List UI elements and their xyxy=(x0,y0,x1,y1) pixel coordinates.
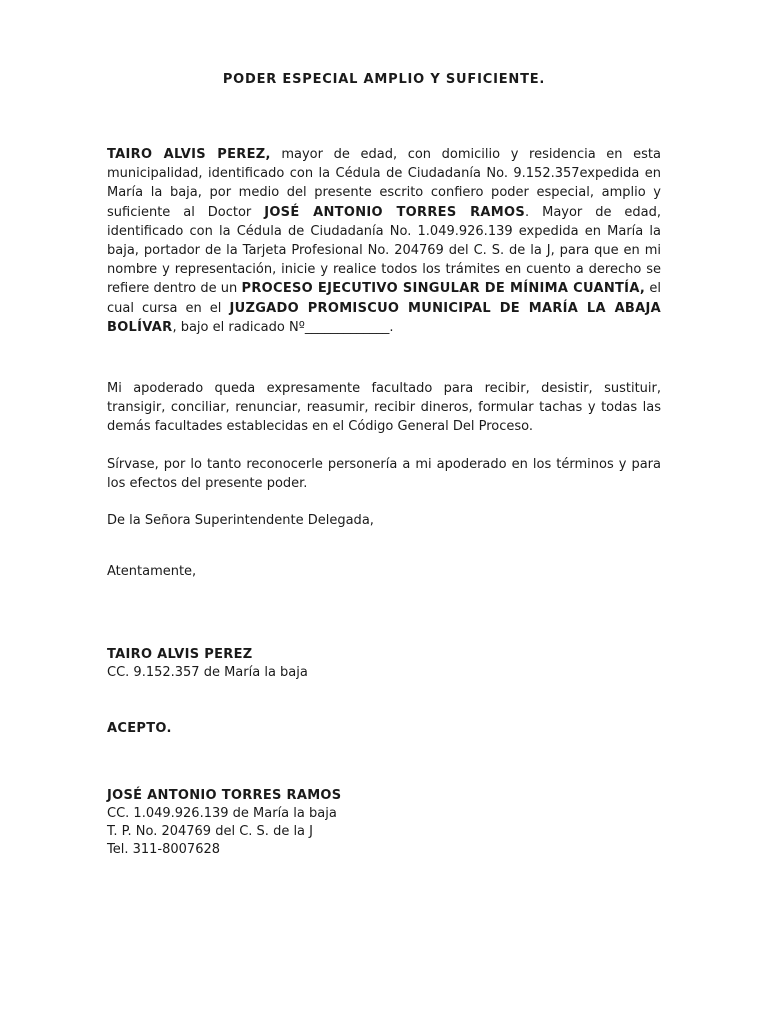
paragraph-request: Sírvase, por lo tanto reconocerle personería a mi apoderado en los términos y para los efectos del presente poder. xyxy=(107,457,661,492)
attorney-name: JOSÉ ANTONIO TORRES RAMOS xyxy=(264,204,526,220)
acceptance-label: ACEPTO. xyxy=(107,721,172,736)
signer-name: TAIRO ALVIS PEREZ xyxy=(107,647,253,662)
paragraph-closing: Atentamente, xyxy=(107,564,197,579)
court-name: JUZGADO PROMISCUO MUNICIPAL DE MARÍA LA ABAJA BOLÍVAR xyxy=(107,300,661,335)
grantor-name: TAIRO ALVIS PEREZ, xyxy=(107,147,271,162)
paragraph-grant xyxy=(107,145,661,337)
paragraph-faculties: Mi apoderado queda expresamente facultado para recibir, desistir, sustituir, transigir, conciliar, renunciar, reasumir, recibir dineros, formular tachas y todas las demás facultades establecidas en el Código General Del Proceso. xyxy=(107,381,661,435)
paragraph-text: , bajo el radicado Nº_____________. xyxy=(172,319,394,335)
signer-id: CC. 1.049.926.139 de María la baja xyxy=(107,806,337,821)
signer-id: CC. 9.152.357 de María la baja xyxy=(107,665,308,680)
paragraph-text: mayor de edad, con domicilio y residencia en esta municipalidad, identificado con la Cédula de Ciudadanía No. 9.152.357expedida en María la baja, por medio del presente escrito confiero poder especial, amplio y suficiente al Doctor xyxy=(107,147,662,220)
paragraph-text: . Mayor de edad, identificado con la Cédula de Ciudadanía No. 1.049.926.139 expedida en María la baja, portador de la Tarjeta Profesional No. 204769 del C. S. de la J, para que en mi nombre y representación, inicie y realice todos los trámites en cuento a derecho se refiere dentro de un xyxy=(107,204,661,297)
paragraph-text: el cual cursa en el xyxy=(107,281,661,316)
signer-phone: Tel. 311-8007628 xyxy=(107,842,221,857)
signer-professional-card: T. P. No. 204769 del C. S. de la J xyxy=(107,824,313,839)
signature-block-attorney xyxy=(107,787,341,859)
paragraph-salutation: De la Señora Superintendente Delegada, xyxy=(107,513,374,528)
signature-block-grantor xyxy=(107,646,308,682)
document-title: PODER ESPECIAL AMPLIO Y SUFICIENTE. xyxy=(222,72,546,87)
signer-name: JOSÉ ANTONIO TORRES RAMOS xyxy=(107,788,342,803)
process-type: PROCESO EJECUTIVO SINGULAR DE MÍNIMA CUANTÍA, xyxy=(241,281,646,297)
